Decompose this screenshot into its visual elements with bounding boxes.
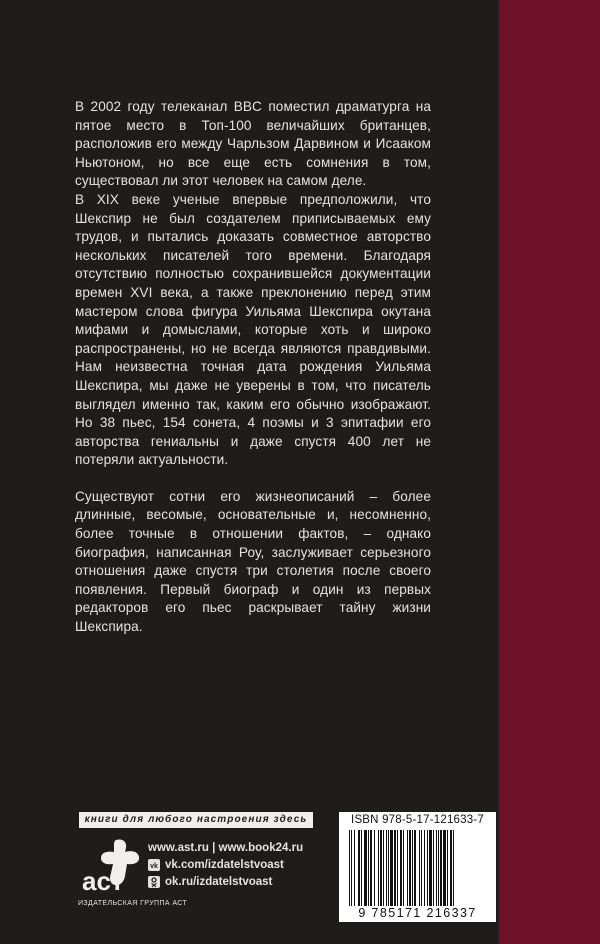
barcode-bar (394, 830, 396, 906)
description-paragraph-1: В 2002 году телеканал BBC поместил драматурга на пятое место в Топ-100 величайших британцев, расположив его между Чарльзом Дарвином и Исааком Ньютоном, но все еще есть сомнения в том, существовал ли этот человек на самом деле. (75, 99, 431, 189)
barcode-bar (397, 830, 398, 906)
barcode-bar (453, 830, 454, 906)
description-paragraph-2: В XIX веке ученые впервые предположили, что Шекспир не был создателем приписываемых ему трудов, и пытались доказать совместное авторство нескольких писателей того времени. Благодаря отсутствию полностью сохранившейся документации времен XVI века, а также преклонению перед этим мастером слова фигура Уильяма Шекспира окутана мифами и домыслами, которые хоть и широко распространены, но не всегда являются правдивыми. Нам неизвестна точная дата рождения Уильяма Шекспира, мы даже не уверены в том, что писатель выглядел именно так, каким его обычно изображают. Но 38 пьес, 154 сонета, 4 поэмы и 3 эпитафии его авторства гениальны и даже спустя 400 лет не потеряли актуальности. (75, 191, 431, 468)
barcode-bar (388, 830, 389, 906)
barcode-bar (390, 830, 393, 906)
contact-links (148, 839, 318, 890)
barcode-bar (386, 830, 387, 906)
logo-text: аст (82, 866, 124, 896)
isbn-barcode-box (339, 812, 496, 922)
barcode-bar (440, 830, 442, 906)
barcode-bar (354, 830, 355, 906)
vk-link-text: vk.com/izdatelstvoast (165, 858, 284, 871)
barcode-bar (358, 830, 360, 906)
barcode-bar (419, 830, 420, 906)
barcode-bar (421, 830, 422, 906)
vk-link[interactable] (148, 856, 318, 873)
barcode-bar (368, 830, 369, 906)
ok-link[interactable] (148, 873, 318, 890)
description-text (75, 98, 431, 637)
barcode-bar (447, 830, 448, 906)
barcode-bar (407, 830, 408, 906)
barcode-bar (364, 830, 367, 906)
color-band (500, 0, 600, 944)
barcode-bar (412, 830, 413, 906)
barcode-bar (429, 830, 432, 906)
ok-icon (148, 876, 160, 888)
barcode-bar (383, 830, 384, 906)
barcode-bar (443, 830, 446, 906)
ok-link-text: ok.ru/izdatelstvoast (165, 875, 273, 888)
svg-text:vk: vk (150, 862, 158, 870)
vk-icon (148, 859, 160, 871)
barcode-bar (370, 830, 372, 906)
barcode-bar (427, 830, 428, 906)
publisher-caption: ИЗДАТЕЛЬСКАЯ ГРУППА АСТ (78, 900, 188, 907)
barcode (347, 830, 488, 906)
description-paragraph-3: Существуют сотни его жизнеописаний – более длинные, весомые, основательные и, несомненно, более точные в отношении фактов, – однако биография, написанная Роу, заслуживает серьезного отношения даже спустя три столетия после своего появления. Первый биограф и один из первых редакторов его пьес раскрывает тайну жизни Шекспира. (75, 488, 431, 635)
barcode-bar (450, 830, 452, 906)
barcode-digits: 9 785171 216337 (358, 906, 477, 920)
barcode-bar (400, 830, 402, 906)
barcode-bar (409, 830, 411, 906)
website-link[interactable] (148, 839, 318, 856)
ast-logo (78, 836, 148, 896)
barcode-bar (438, 830, 439, 906)
isbn-number: ISBN 978-5-17-121633-7 (351, 814, 484, 826)
barcode-bar (403, 830, 404, 906)
barcode-bar (380, 830, 382, 906)
barcode-bar (361, 830, 362, 906)
slogan-banner: книги для любого настроения здесь (79, 812, 313, 828)
website-link-text: www.ast.ru | www.book24.ru (148, 841, 304, 854)
barcode-bar (424, 830, 425, 906)
barcode-bar (414, 830, 416, 906)
barcode-bar (351, 830, 352, 906)
barcode-bar (378, 830, 379, 906)
barcode-bar (374, 830, 375, 906)
barcode-bar (436, 830, 437, 906)
barcode-bar (349, 830, 350, 906)
barcode-bar (433, 830, 434, 906)
